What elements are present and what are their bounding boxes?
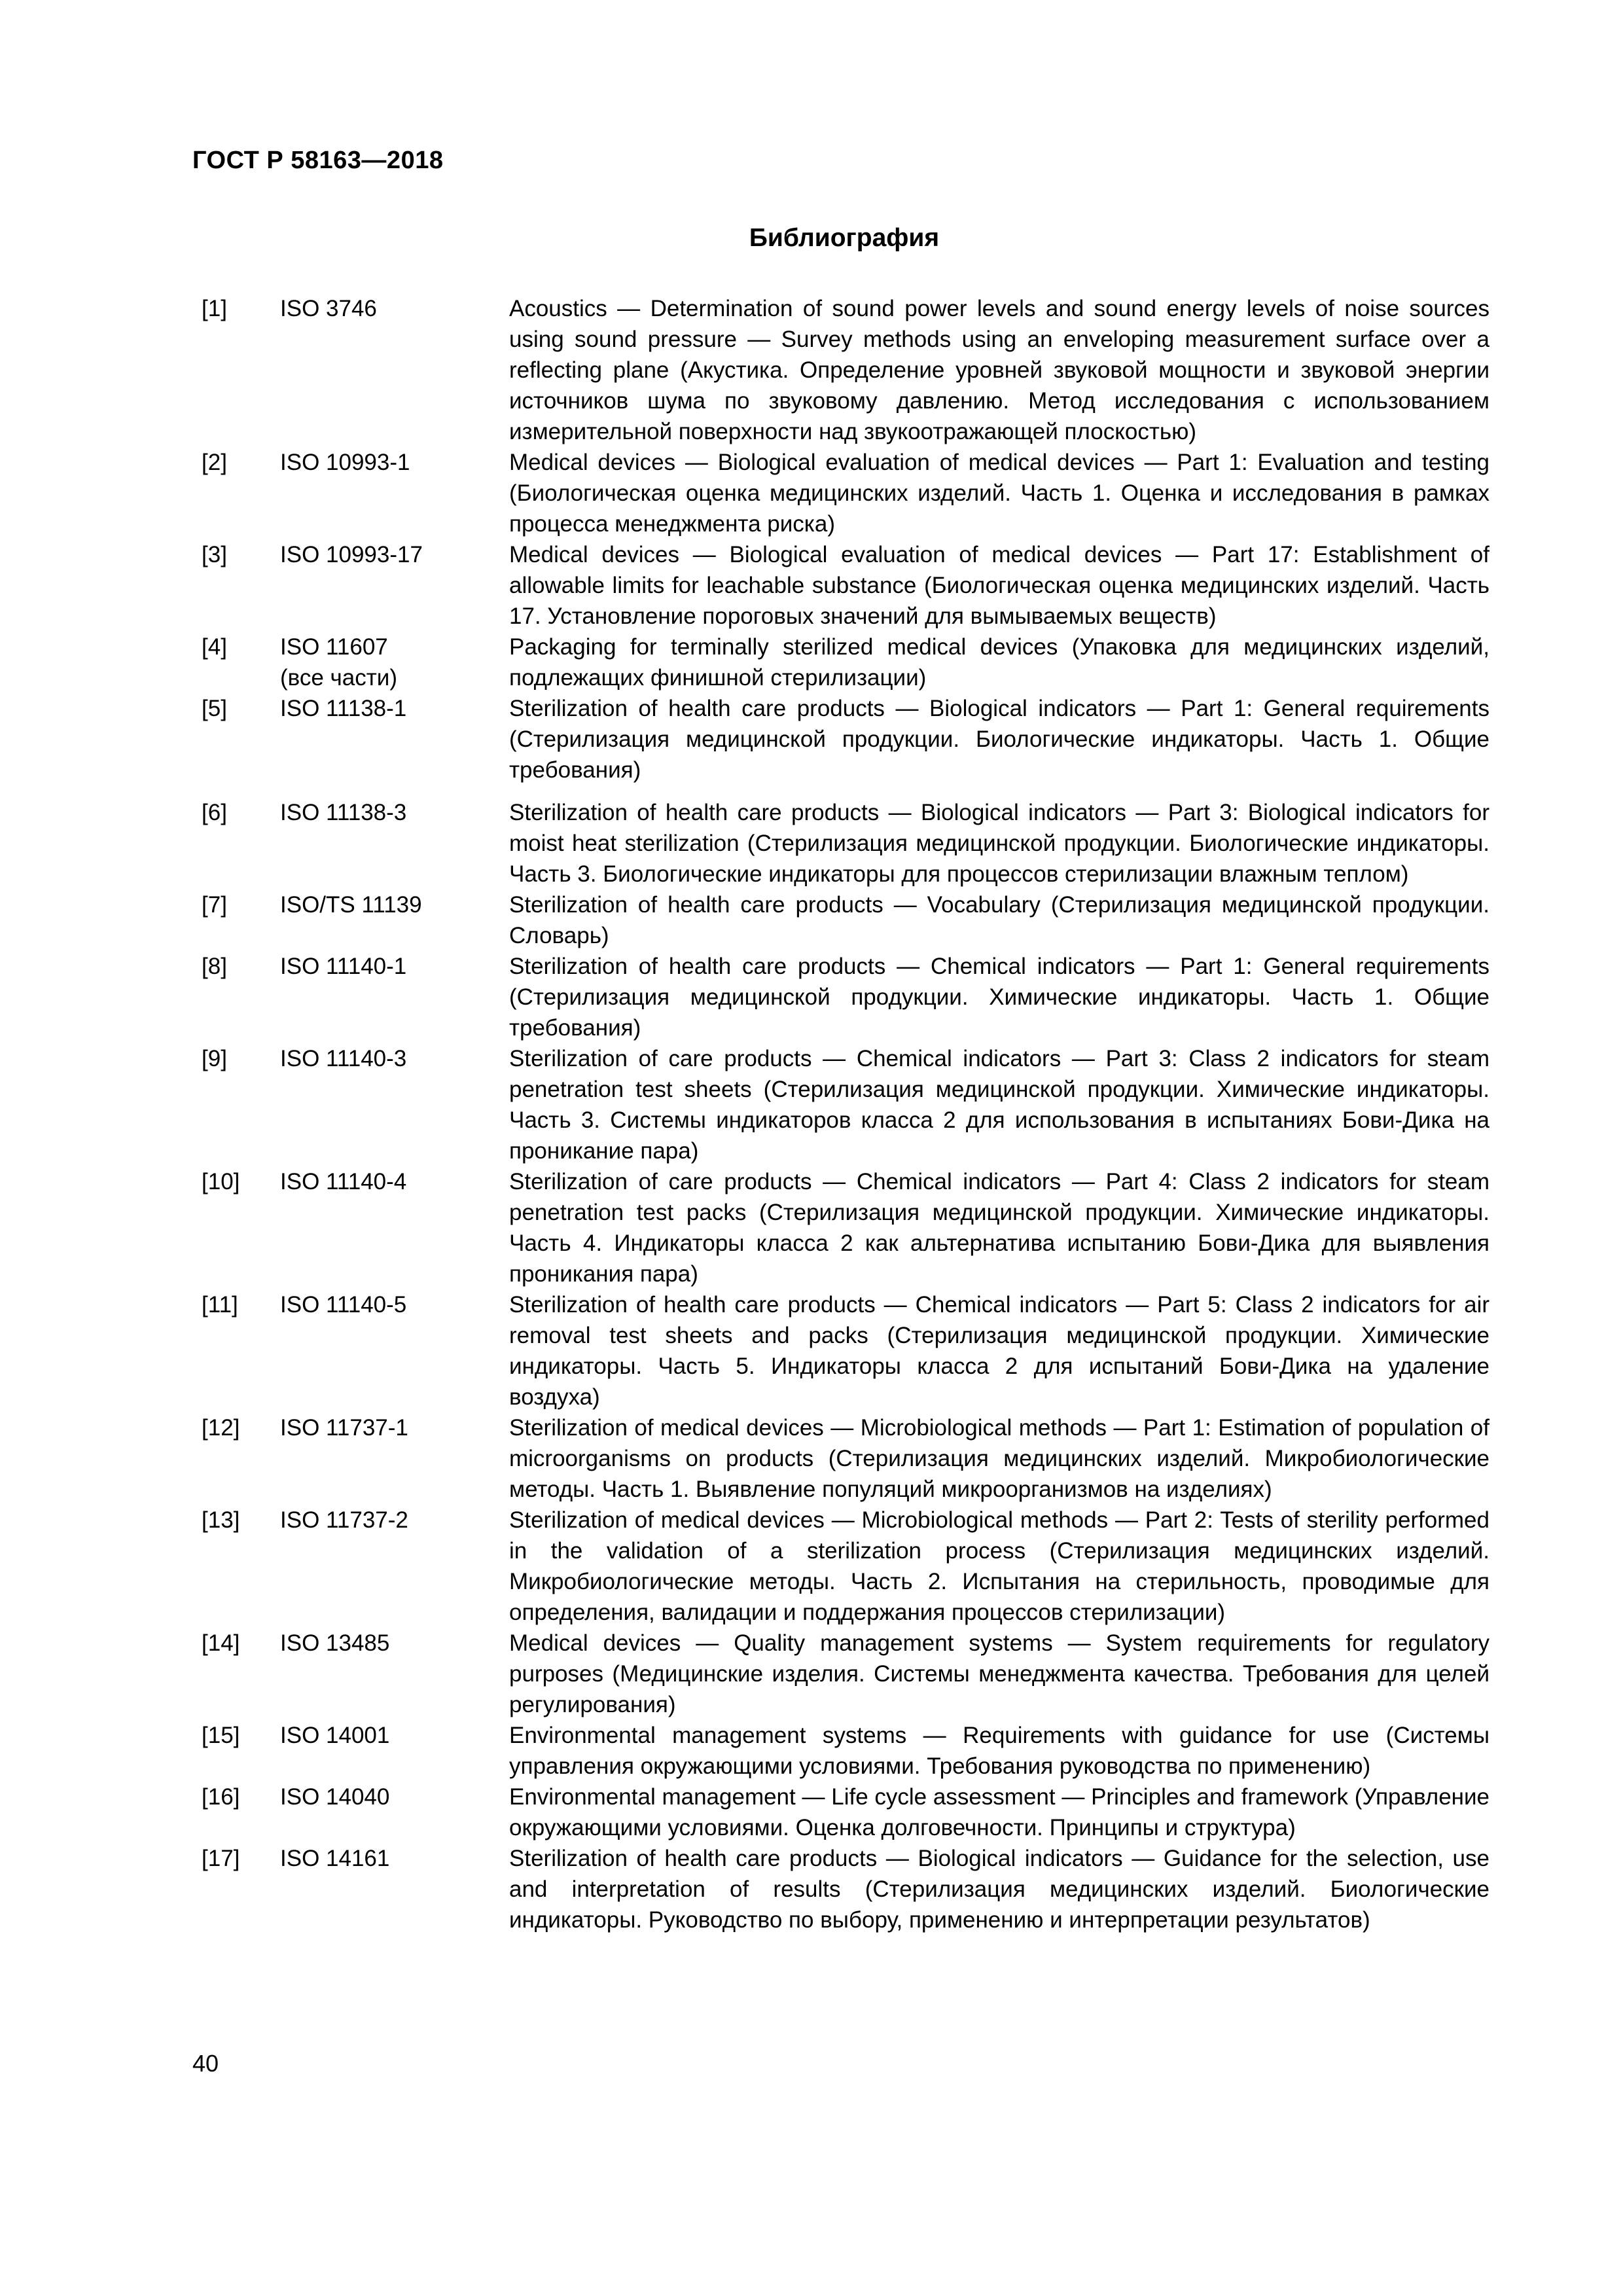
standard-code-text: ISO 11737-1 — [280, 1415, 408, 1441]
standard-code-text: ISO 3746 — [280, 296, 377, 321]
reference-standard-code — [280, 1412, 509, 1505]
reference-number: [7] — [202, 892, 227, 918]
reference-title: Sterilization of health care products — Biological indicators — Part 3: Biological indicators for moist heat sterilization (Стерилизация медицинской продукции. Биологические индикаторы. Часть 3. Биологические индикаторы для процессов стерилизации влажным теплом) — [509, 800, 1489, 887]
bibliography-list — [202, 293, 1489, 1935]
standard-code-text: ISO 14161 — [280, 1846, 390, 1871]
reference-standard-code — [280, 693, 509, 785]
reference-title: Environmental management — Life cycle assessment — Principles and framework (Управление окружающими условиями. Оценка долговечности. Принципы и структура) — [509, 1784, 1489, 1840]
reference-entry — [202, 889, 1489, 951]
reference-entry — [202, 1782, 1489, 1843]
reference-title: Sterilization of health care products — Chemical indicators — Part 1: General requirements (Стерилизация медицинской продукции. Химические индикаторы. Часть 1. Общие требования) — [509, 954, 1489, 1041]
reference-title: Sterilization of health care products — Vocabulary (Стерилизация медицинской продукции. Словарь) — [509, 892, 1489, 948]
reference-standard-code — [280, 1289, 509, 1412]
reference-entry — [202, 293, 1489, 447]
reference-standard-code — [280, 1628, 509, 1720]
reference-standard-code — [280, 447, 509, 539]
reference-title: Sterilization of medical devices — Microbiological methods — Part 2: Tests of sterility performed in the validation of a sterilization process (Стерилизация медицинских изделий. Микробиологические методы. Часть 2. Испытания на стерильность, проводимые для определения, валидации и поддержания процессов стерилизации) — [509, 1507, 1489, 1625]
reference-number: [8] — [202, 954, 227, 979]
reference-entry — [202, 447, 1489, 539]
reference-number: [5] — [202, 696, 227, 721]
reference-title: Sterilization of care products — Chemical indicators — Part 3: Class 2 indicators for steam penetration test sheets (Стерилизация медицинской продукции. Химические индикаторы. Часть 3. Системы индикаторов класса 2 для использования в испытаниях Бови-Дика на проникание пара) — [509, 1046, 1489, 1164]
reference-number: [2] — [202, 450, 227, 475]
standard-code-text: ISO 11737-2 — [280, 1507, 408, 1533]
bibliography-title: Библиография — [749, 224, 940, 252]
reference-standard-code — [280, 539, 509, 632]
reference-standard-code — [280, 1166, 509, 1289]
reference-standard-code — [280, 797, 509, 889]
standard-code-text: ISO 14040 — [280, 1784, 390, 1810]
reference-standard-code — [280, 632, 509, 693]
reference-entry — [202, 1720, 1489, 1782]
reference-title: Medical devices — Quality management systems — System requirements for regulatory purposes (Медицинские изделия. Системы менеджмента качества. Требования для целей регулирования) — [509, 1630, 1489, 1717]
reference-entry — [202, 1043, 1489, 1166]
standard-code-text: ISO 11607 — [280, 634, 388, 660]
reference-title: Environmental management systems — Requirements with guidance for use (Системы управления окружающими условиями. Требования руководства по применению) — [509, 1723, 1489, 1779]
reference-title: Acoustics — Determination of sound power levels and sound energy levels of noise sources using sound pressure — Survey methods using an enveloping measurement surface over a reflecting plane (Акустика. Определение уровней звуковой мощности и звуковой энергии источников шума по звуковому давлению. Метод исследования с использованием измерительной поверхности над звукоотражающей плоскостью) — [509, 296, 1489, 444]
standard-code-text: ISO 13485 — [280, 1630, 390, 1656]
standard-code-text: ISO 11140-5 — [280, 1292, 407, 1318]
reference-standard-code — [280, 293, 509, 447]
reference-standard-code — [280, 1505, 509, 1628]
reference-title: Medical devices — Biological evaluation of medical devices — Part 17: Establishment of allowable limits for leachable substance (Биологическая оценка медицинских изделий. Часть 17. Установление пороговых значений для вымываемых веществ) — [509, 542, 1489, 629]
reference-entry — [202, 1289, 1489, 1412]
reference-title: Sterilization of health care products — Biological indicators — Part 1: General requirements (Стерилизация медицинской продукции. Биологические индикаторы. Часть 1. Общие требования) — [509, 696, 1489, 783]
reference-number: [14] — [202, 1630, 240, 1656]
reference-number: [3] — [202, 542, 227, 567]
reference-number: [9] — [202, 1046, 227, 1071]
reference-number: [15] — [202, 1723, 240, 1748]
reference-entry — [202, 951, 1489, 1043]
reference-standard-code — [280, 1843, 509, 1935]
standard-code-text: ISO 11140-4 — [280, 1169, 407, 1194]
reference-number: [16] — [202, 1784, 240, 1810]
reference-title: Sterilization of health care products — Biological indicators — Guidance for the selection, use and interpretation of results (Стерилизация медицинских изделий. Биологические индикаторы. Руководство по выбору, применению и интерпретации результатов) — [509, 1846, 1489, 1933]
standard-code-text: ISO/TS 11139 — [280, 892, 422, 918]
standard-code-text: ISO 10993-17 — [280, 542, 423, 567]
reference-entry — [202, 1843, 1489, 1935]
reference-number: [12] — [202, 1415, 240, 1441]
reference-number: [17] — [202, 1846, 240, 1871]
reference-title: Sterilization of care products — Chemical indicators — Part 4: Class 2 indicators for steam penetration test packs (Стерилизация медицинской продукции. Химические индикаторы. Часть 4. Индикаторы класса 2 как альтернатива испытанию Бови-Дика для выявления проникания пара) — [509, 1169, 1489, 1287]
reference-title: Medical devices — Biological evaluation of medical devices — Part 1: Evaluation and testing (Биологическая оценка медицинских изделий. Часть 1. Оценка и исследования в рамках процесса менеджмента риска) — [509, 450, 1489, 537]
reference-title: Packaging for terminally sterilized medical devices (Упаковка для медицинских изделий, подлежащих финишной стерилизации) — [509, 634, 1489, 691]
reference-standard-code — [280, 1043, 509, 1166]
reference-title: Sterilization of health care products — Chemical indicators — Part 5: Class 2 indicators for air removal test sheets and packs (Стерилизация медицинской продукции. Химические индикаторы. Часть 5. Индикаторы класса 2 для испытаний Бови-Дика на удаление воздуха) — [509, 1292, 1489, 1410]
reference-entry — [202, 1412, 1489, 1505]
standard-code-text: ISO 10993-1 — [280, 450, 410, 475]
reference-standard-code — [280, 951, 509, 1043]
reference-entry — [202, 539, 1489, 632]
reference-entry — [202, 1628, 1489, 1720]
document-header: ГОСТ Р 58163—2018 — [192, 147, 444, 174]
reference-standard-code — [280, 1782, 509, 1843]
reference-standard-code — [280, 889, 509, 951]
reference-number: [11] — [202, 1292, 238, 1318]
reference-title: Sterilization of medical devices — Microbiological methods — Part 1: Estimation of population of microorganisms on products (Стерилизация медицинских изделий. Микробиологические методы. Часть 1. Выявление популяций микроорганизмов на изделиях) — [509, 1415, 1489, 1502]
standard-code-text: ISO 11138-3 — [280, 800, 407, 825]
page-number: 40 — [192, 2050, 219, 2077]
reference-entry — [202, 797, 1489, 889]
reference-number: [4] — [202, 634, 227, 660]
reference-number: [10] — [202, 1169, 240, 1194]
reference-standard-code — [280, 1720, 509, 1782]
reference-number: [6] — [202, 800, 227, 825]
standard-code-text: ISO 11138-1 — [280, 696, 407, 721]
reference-entry — [202, 693, 1489, 785]
reference-number: [1] — [202, 296, 227, 321]
standard-code-text: ISO 14001 — [280, 1723, 390, 1748]
standard-code-text: ISO 11140-1 — [280, 954, 407, 979]
reference-entry — [202, 632, 1489, 693]
standard-code-text: ISO 11140-3 — [280, 1046, 407, 1071]
reference-number: [13] — [202, 1507, 240, 1533]
reference-entry — [202, 1166, 1489, 1289]
standard-code-note: (все части) — [280, 665, 397, 691]
reference-entry — [202, 1505, 1489, 1628]
